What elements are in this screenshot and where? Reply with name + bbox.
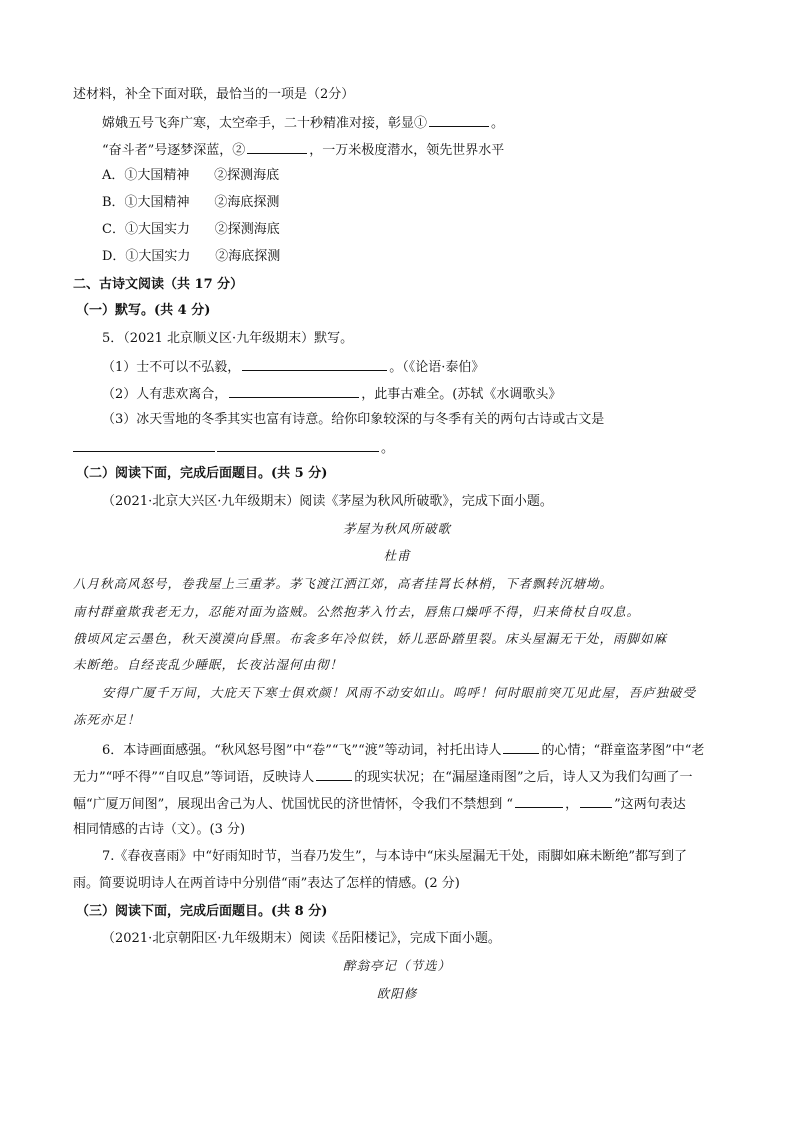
q5-stem: 5．（2021 北京顺义区·九年级期末）默写。 [102, 331, 354, 346]
part2-title: （二）阅读下面，完成后面题目。(共 5 分) [76, 466, 328, 481]
poem-author: 杜甫 [383, 548, 411, 563]
couplet-line-2: “奋斗者”号逐梦深蓝，② ，一万米极度潜水，领先世界水平 [102, 140, 504, 160]
part3-intro: （2021·北京朝阳区·九年级期末）阅读《岳阳楼记》，完成下面小题。 [102, 931, 501, 946]
poem-para-4a: 安得广厦千万间，大庇天下寒士俱欢颜！风雨不动安如山。呜呼！何时眼前突兀见此屋，吾庐独破受 [102, 685, 697, 700]
blank-q5-2 [229, 384, 359, 398]
poem-para-4b: 冻死亦足！ [73, 712, 141, 727]
part3-title: （三）阅读下面，完成后面题目。(共 8 分) [76, 904, 328, 919]
option-a: A．①大国精神 ②探测海底 [102, 168, 280, 183]
blank-q5-3a [73, 438, 215, 452]
option-c: C．①大国实力 ②探测海底 [102, 222, 280, 237]
q7-line-1: 7.《春夜喜雨》中“好雨知时节，当春乃发生”，与本诗中“床头屋漏无干处，雨脚如麻未断绝”都写到了 [102, 849, 687, 864]
blank-2 [247, 140, 307, 154]
q6-line-1: 6．本诗画面感强。“秋风怒号图”中“卷”“飞”“渡”等动词，衬托出诗人 的心情；“群童盗茅图”中“老 [102, 740, 704, 760]
option-b: B．①大国精神 ②海底探测 [102, 195, 280, 210]
blank-q6-1 [503, 740, 539, 754]
blank-q6-2 [316, 767, 352, 781]
couplet-line-1: 嫦娥五号飞奔广寒，太空牵手，二十秒精准对接，彰显① 。 [102, 113, 504, 133]
poem-para-3b: 未断绝。自经丧乱少睡眠，长夜沾湿何由彻！ [73, 657, 344, 672]
q5-item-3-answer: 。 [73, 438, 394, 458]
poem-para-2: 南村群童欺我老无力，忍能对面为盗贼。公然抱茅入竹去，唇焦口燥呼不得，归来倚杖自叹息。 [73, 604, 641, 619]
q4-stem: 述材料，补全下面对联，最恰当的一项是（2分） [73, 87, 355, 102]
q6-line-3: 幅“广厦万间图”，展现出舍己为人、忧国忧民的济世情怀，令我们不禁想到 “ ， ”这两句表达 [73, 794, 686, 814]
blank-q6-3 [515, 794, 563, 808]
part2-intro: （2021·北京大兴区·九年级期末）阅读《茅屋为秋风所破歌》，完成下面小题。 [102, 494, 553, 509]
essay-author: 欧阳修 [376, 986, 418, 1001]
poem-para-1: 八月秋高风怒号，卷我屋上三重茅。茅飞渡江洒江郊，高者挂罥长林梢，下者飘转沉塘坳。 [73, 576, 614, 591]
q5-item-2: （2）人有悲欢离合， ，此事古难全。(苏轼《水调歌头》 [102, 384, 561, 404]
poem-title: 茅屋为秋风所破歌 [342, 521, 451, 536]
part1-title: （一）默写。(共 4 分) [76, 303, 211, 318]
blank-q5-1 [242, 357, 387, 371]
option-d: D．①大国实力 ②海底探测 [102, 249, 281, 264]
blank-q5-3b [217, 438, 379, 452]
poem-para-3a: 俄顷风定云墨色，秋天漠漠向昏黑。布衾多年冷似铁，娇儿恶卧踏里裂。床头屋漏无干处，雨脚如麻 [73, 631, 668, 646]
q6-line-4: 相同情感的古诗（文）。(3 分) [73, 822, 246, 837]
blank-1 [429, 113, 489, 127]
blank-q6-4 [580, 794, 612, 808]
section-title: 二、古诗文阅读（共 17 分） [73, 277, 244, 292]
essay-title: 醉翁亭记（节选） [342, 958, 451, 973]
q7-line-2: 雨。简要说明诗人在两首诗中分别借“雨”表达了怎样的情感。(2 分) [73, 876, 460, 891]
q6-line-2: 无力”“呼不得”“自叹息”等词语，反映诗人 的现实状况；在“漏屋逢雨图”之后，诗人又为我们勾画了一 [73, 767, 693, 787]
q5-item-1: （1）士不可以不弘毅， 。（《论语·泰伯》 [102, 357, 484, 377]
q5-item-3: （3）冰天雪地的冬季其实也富有诗意。给你印象较深的与冬季有关的两句古诗或古文是 [102, 412, 605, 427]
